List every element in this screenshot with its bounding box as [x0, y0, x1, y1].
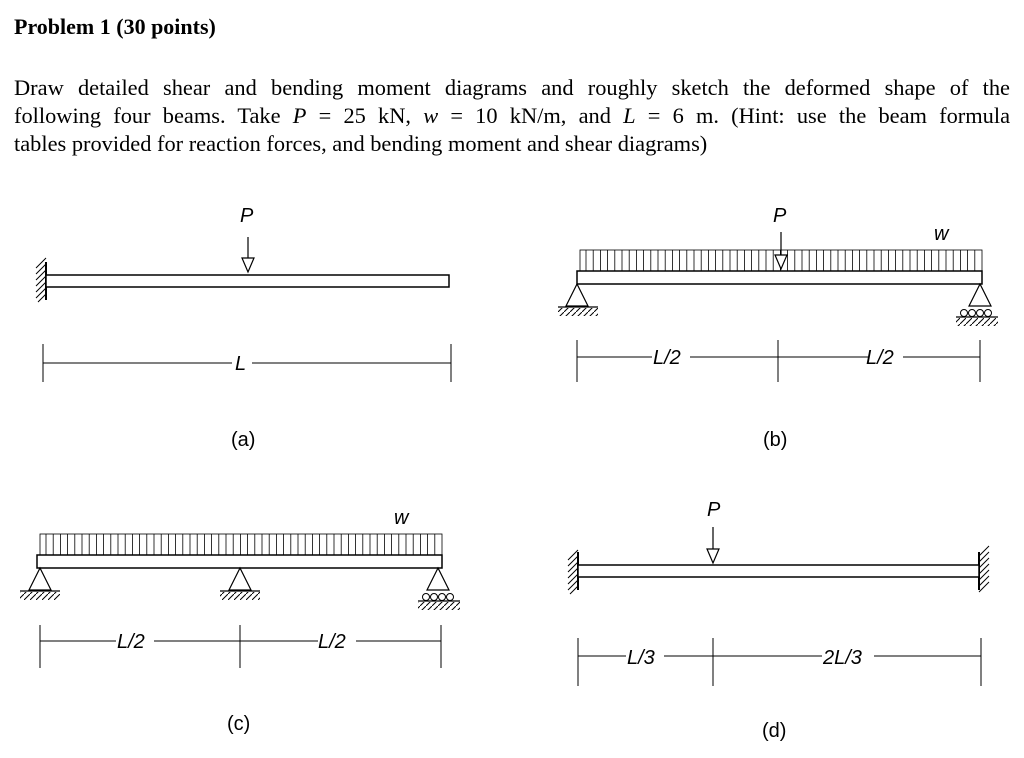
beam-c-roller-support [427, 568, 449, 590]
statement-line-1: Draw detailed shear and bending moment diagrams and roughly sketch the deformed shape of the [14, 75, 1010, 100]
beam-c-dist-load-box [40, 534, 442, 555]
beam-b-roller-4 [985, 310, 992, 317]
beam-b-pin-support [566, 284, 588, 306]
beam-b-load-label: P [773, 205, 787, 227]
beam-c-mid-hatch [220, 592, 260, 600]
beam-c-roller-1 [423, 594, 430, 601]
beam-d-span-right-label: 2L/3 [823, 647, 862, 669]
beam-a-member [46, 275, 449, 287]
beam-d-load-label: P [707, 499, 721, 521]
beam-b-caption: (b) [763, 429, 788, 451]
beam-b-roller-hatch [956, 318, 998, 326]
beam-c-span-right-label: L/2 [318, 631, 346, 653]
beam-b-dist-load-label: w [934, 223, 949, 245]
beam-c-caption: (c) [227, 713, 251, 735]
beam-d-caption: (d) [762, 720, 787, 742]
beam-c-roller-2 [431, 594, 438, 601]
beam-b-span-left-label: L/2 [653, 347, 681, 369]
statement-line-3: tables provided for reaction forces, and bending moment and shear diagrams) [14, 131, 708, 156]
beam-b-roller-2 [969, 310, 976, 317]
beam-c-left-pin [29, 568, 51, 590]
beam-c [20, 507, 460, 735]
beam-a-wall-hatch [36, 258, 46, 302]
beam-c-left-hatch [20, 592, 60, 600]
beam-c-dist-load-label: w [394, 507, 409, 529]
beam-b-roller-support [969, 284, 991, 306]
beam-b-pin-hatch [558, 308, 598, 316]
beam-c-span-left-label: L/2 [117, 631, 145, 653]
beam-d [568, 499, 989, 742]
beam-c-roller-hatch [418, 602, 460, 610]
problem-title: Problem 1 (30 points) [14, 14, 216, 39]
statement-line-2: following four beams. Take P = 25 kN, w = 10 kN/m, and L = 6 m. (Hint: use the beam formula [14, 103, 1011, 128]
beam-b-roller-1 [961, 310, 968, 317]
beam-c-mid-pin [229, 568, 251, 590]
beam-d-left-wall-hatch [568, 550, 578, 594]
beam-a-caption: (a) [231, 429, 256, 451]
beam-b-span-right-label: L/2 [866, 347, 894, 369]
beam-d-span-left-label: L/3 [627, 647, 655, 669]
beam-c-dist-load-lines [46, 534, 435, 555]
beam-c-roller-3 [439, 594, 446, 601]
beam-a-load-label: P [240, 205, 254, 227]
beam-a-span-label: L [235, 353, 247, 375]
beam-a [36, 205, 451, 451]
beam-d-load-head [707, 549, 719, 563]
beam-b [558, 205, 998, 451]
beam-b-member [577, 271, 982, 284]
beam-c-roller-4 [447, 594, 454, 601]
beam-c-member [37, 555, 442, 568]
beam-d-member [578, 565, 979, 577]
beam-b-load-head [775, 255, 787, 269]
beam-b-roller-3 [977, 310, 984, 317]
beam-d-right-wall-hatch [979, 546, 989, 592]
beam-a-load-head [242, 258, 254, 272]
